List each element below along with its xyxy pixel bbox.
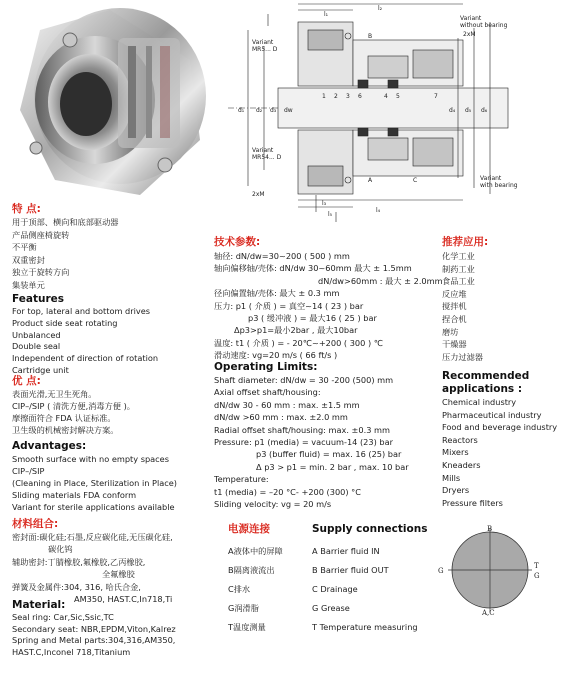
advantages-cn-item: CIP–/SIP ( 清洗方便,消毒方便 )。 <box>12 401 135 411</box>
features-en-item: Unbalanced <box>12 329 61 340</box>
apps-en-item: Reactors <box>442 434 478 445</box>
materials-cn <box>12 518 212 605</box>
tech-cn-line: 温度: t1 ( 介质 ) = - 20℃~+200 ( 300 ) ℃ <box>214 337 383 348</box>
tech-en-line: Axial offset shaft/housing: <box>214 387 321 398</box>
tech-en-line: dN/dw 30 - 60 mm : max. ±1.5 mm <box>214 399 360 410</box>
materials-cn-line: 弹簧及金属件:304, 316, 哈氏合金, <box>12 581 141 592</box>
tech-en-line: Sliding velocity: vg = 20 m/s <box>214 499 332 510</box>
apps-cn-item: 搅拌机 <box>442 301 467 312</box>
features-en-item: Independent of direction of rotation <box>12 353 159 364</box>
supply-en <box>312 522 432 637</box>
port-right-G-label: G <box>534 572 540 580</box>
apps-cn-item: 制药工业 <box>442 263 475 274</box>
supply-cn-item: G润滑脂 <box>228 603 259 613</box>
dim-l5: l₅ <box>328 211 333 218</box>
apps-en-item: Food and beverage industry <box>442 422 558 433</box>
dim-l3: l₃ <box>322 200 327 207</box>
tech-en-line: Pressure: p1 (media) = vacuum-14 (23) bar <box>214 437 393 448</box>
part-7: 7 <box>434 93 438 100</box>
dim-d4: d₄ <box>449 107 456 114</box>
materials-en <box>12 598 212 658</box>
advantages-cn <box>12 375 212 436</box>
tech-cn-line: p3 ( 缓冲液 ) = 最大16 ( 25 ) bar <box>248 313 377 324</box>
materials-en-title: Material: <box>12 599 66 611</box>
supply-en-item: T Temperature measuring <box>312 622 418 632</box>
advantages-en-item: (Cleaning in Place, Sterilization in Place) <box>12 478 177 488</box>
materials-cn-line: AM350, HAST.C,In718,Ti <box>74 594 173 605</box>
features-cn-item: 集装单元 <box>12 279 45 290</box>
features-en-item: Product side seat rotating <box>12 317 118 328</box>
materials-cn-line: 全氟橡胶 <box>102 569 135 580</box>
advantages-cn-item: 表面光滑,无卫生死角。 <box>12 389 97 399</box>
port-C-label: C <box>413 177 418 184</box>
tech-cn-line: dN/dw>60mm : 最大 ± 2.0mm <box>318 275 443 286</box>
supply-cn-item: T温度测量 <box>228 622 266 632</box>
materials-cn-title: 材料组合: <box>12 518 59 530</box>
variant-without-label: Variant without bearing <box>460 15 508 29</box>
tech-cn-line: 轴向偏移轴/壳体: dN/dw 30~60mm 最大 ± 1.5mm <box>214 263 412 274</box>
apps-cn-item: 食品工业 <box>442 276 475 287</box>
port-B-label: B <box>368 33 373 40</box>
cross-section-drawing <box>208 0 569 228</box>
features-cn-item: 不平衡 <box>12 242 37 252</box>
variant-bottom-label: Variant MR54... D <box>252 147 282 161</box>
tech-en-line: dN/dw >60 mm : max. ±2.0 mm <box>214 412 348 423</box>
tech-cn-line: Δp3>p1=最小2bar , 最大10bar <box>234 325 358 336</box>
tech-cn-line: 轴径: dN/dw=30~200 ( 500 ) mm <box>214 251 350 261</box>
variant-top-label: Variant MR5... D <box>252 39 278 53</box>
materials-en-line: Secondary seat: NBR,EPDM,Viton,Kalrez <box>12 623 176 634</box>
dim-2xM-top: 2xM <box>463 31 476 38</box>
advantages-cn-item: 摩擦面符合 FDA 认证标准。 <box>12 413 116 423</box>
tech-cn-line: 压力: p1 ( 介质 ) = 真空~14 ( 23 ) bar <box>214 300 364 311</box>
features-cn-item: 产品侧座椅旋转 <box>12 229 70 240</box>
tech-en-title: Operating Limits: <box>214 361 318 373</box>
apps-en-item: Kneaders <box>442 459 481 470</box>
apps-en-title2: applications : <box>442 383 523 395</box>
features-cn-item: 用于顶部、横向和底部驱动器 <box>12 217 119 227</box>
tech-en-line: t1 (media) = –20 °C- +200 (300) °C <box>214 486 361 497</box>
advantages-en-title: Advantages: <box>12 440 87 452</box>
apps-en-item: Pressure filters <box>442 497 503 508</box>
features-en-title: Features <box>12 293 64 305</box>
features-cn-item: 独立于旋转方向 <box>12 267 70 277</box>
apps-en-item: Mills <box>442 472 461 483</box>
tech-en-line: Shaft diameter: dN/dw = 30 -200 (500) mm <box>214 375 394 385</box>
tech-en-line: p3 (buffer fluid) = max. 16 (25) bar <box>256 449 402 460</box>
tech-cn-title: 技术参数: <box>214 236 261 248</box>
apps-en <box>442 370 568 509</box>
materials-en-line: Spring and Metal parts:304,316,AM350, <box>12 635 176 646</box>
supply-en-item: B Barrier fluid OUT <box>312 565 389 575</box>
apps-cn-item: 化学工业 <box>442 251 475 261</box>
dim-l2: l₂ <box>378 5 383 12</box>
supply-en-item: G Grease <box>312 603 350 613</box>
apps-cn-item: 干燥器 <box>442 339 467 350</box>
port-diagram <box>432 524 562 616</box>
apps-cn-title: 推荐应用: <box>442 236 489 248</box>
supply-cn-item: B隔离液流出 <box>228 565 275 575</box>
advantages-en-item: Smooth surface with no empty spaces <box>12 454 169 464</box>
dim-d3: d₃ <box>270 107 277 114</box>
supply-cn-item: A液体中的屏障 <box>228 546 283 556</box>
part-3: 3 <box>346 93 350 100</box>
dim-d5: d₅ <box>465 107 472 114</box>
dim-d2: d₂ <box>256 107 263 114</box>
tech-cn-line: 径向偏置轴/壳体: 最大 ± 0.3 mm <box>214 288 340 299</box>
features-cn-item: 双重密封 <box>12 254 45 265</box>
part-6: 6 <box>358 93 362 100</box>
port-right-T-label: T <box>534 562 539 570</box>
supply-cn <box>228 522 308 637</box>
dim-dw: dw <box>284 107 293 114</box>
port-top-label: B <box>487 525 493 533</box>
materials-en-line: Seal ring: Car,Sic,Ssic,TC <box>12 612 114 622</box>
advantages-en <box>12 440 212 513</box>
features-cn <box>12 202 212 291</box>
apps-en-title: Recommended <box>442 370 530 382</box>
supply-cn-item: C排水 <box>228 584 251 594</box>
dim-d6: d₆ <box>481 107 488 114</box>
tech-en-line: Radial offset shaft/housing: max. ±0.3 mm <box>214 424 390 435</box>
advantages-en-item: CIP–/SIP <box>12 466 45 476</box>
features-en-item: Double seal <box>12 341 61 352</box>
part-1: 1 <box>322 93 326 100</box>
advantages-en-item: Sliding materials FDA conform <box>12 490 137 500</box>
advantages-en-item: Variant for sterile applications available <box>12 502 175 512</box>
supply-en-title: Supply connections <box>312 523 428 535</box>
materials-cn-line: 密封面:碳化硅;石墨,反应碳化硅,无压碳化硅, <box>12 532 173 542</box>
dim-d1: d₁ <box>238 107 245 114</box>
advantages-cn-item: 卫生级的机械密封解决方案。 <box>12 425 119 435</box>
port-A-label: A <box>368 177 373 184</box>
part-4: 4 <box>384 93 388 100</box>
tech-en-line: Temperature: <box>214 474 269 485</box>
apps-en-item: Chemical industry <box>442 397 517 407</box>
apps-cn-item: 捏合机 <box>442 313 467 324</box>
advantages-cn-title: 优 点: <box>12 375 41 387</box>
materials-cn-line: 辅助密封:丁腈橡胶,氟橡胶,乙丙橡胶, <box>12 556 146 567</box>
part-5: 5 <box>396 93 400 100</box>
features-cn-title: 特 点: <box>12 203 41 215</box>
supply-en-item: A Barrier fluid IN <box>312 546 380 556</box>
port-bottom-label: A,C <box>482 609 495 616</box>
apps-cn <box>442 234 568 363</box>
apps-cn-item: 压力过滤器 <box>442 351 483 362</box>
apps-en-item: Mixers <box>442 447 469 458</box>
materials-en-line: HAST.C,Inconel 718,Titanium <box>12 646 131 657</box>
apps-cn-item: 反应堆 <box>442 288 467 299</box>
features-en <box>12 293 212 377</box>
materials-cn-line: 碳化钨 <box>48 544 73 555</box>
supply-cn-title: 电源连接 <box>228 523 270 535</box>
apps-cn-item: 磨坊 <box>442 326 459 337</box>
tech-en <box>214 360 432 510</box>
apps-en-item: Pharmaceutical industry <box>442 409 542 420</box>
dim-l1: l₁ <box>324 11 329 18</box>
dim-l4: l₄ <box>376 207 381 214</box>
apps-en-item: Dryers <box>442 485 470 496</box>
variant-with-label: Variant with bearing <box>480 175 518 189</box>
seal-photo <box>0 0 208 200</box>
dim-2xM-bottom: 2xM <box>252 191 265 198</box>
tech-cn <box>214 234 443 362</box>
features-en-item: For top, lateral and bottom drives <box>12 306 151 316</box>
supply-en-item: C Drainage <box>312 584 358 594</box>
part-2: 2 <box>334 93 338 100</box>
tech-cn-line: 滑动速度: vg=20 m/s ( 66 ft/s ) <box>214 350 338 361</box>
features-en-item: Cartridge unit <box>12 364 69 375</box>
port-left-label: G <box>438 567 444 575</box>
tech-en-line: Δ p3 > p1 = min. 2 bar , max. 10 bar <box>256 461 409 472</box>
